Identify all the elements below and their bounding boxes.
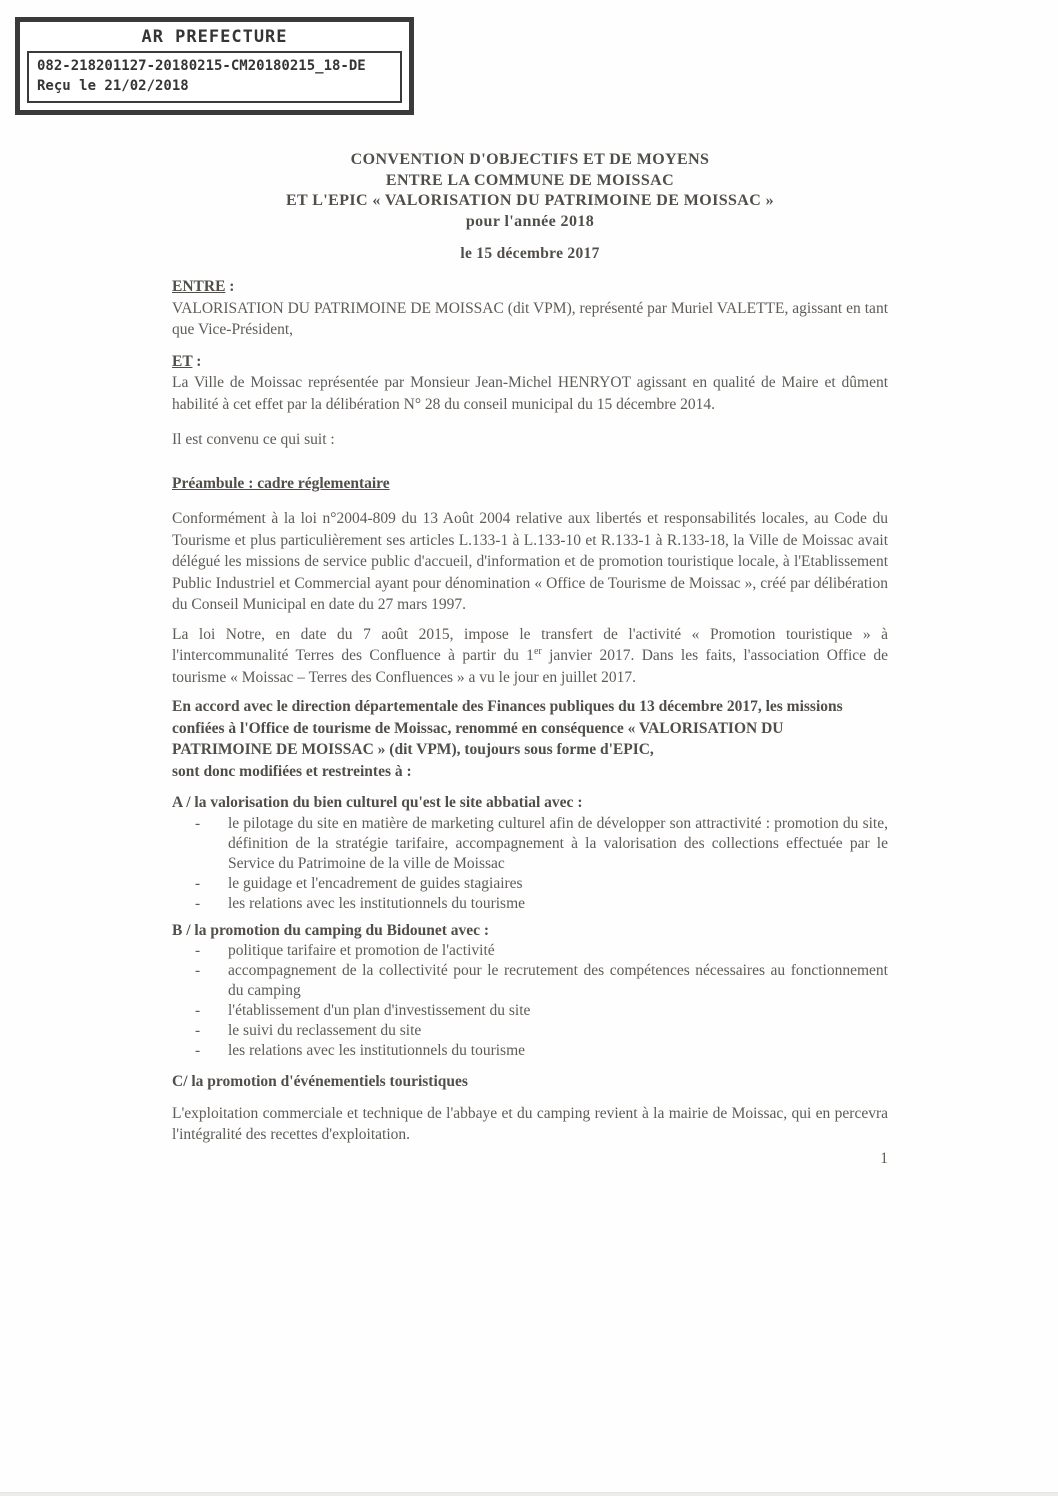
paragraph-2-text-start: La loi Notre, en date du 7 août 2015, impose le transfert de l'activité « Promotion touristique » à l'intercommunalité Terres des Confluence à partir du 1: [172, 625, 888, 664]
paragraph-3-line-1: En accord avec le direction départementale des Finances publiques du 13 décembre 2017, les missions: [172, 698, 843, 715]
prefecture-stamp: [15, 17, 414, 115]
stamp-reference-number: 082-218201127-20180215-CM20180215_18-DE: [37, 58, 366, 74]
paragraph-3-line-4: sont donc modifiées et restreintes à :: [172, 762, 412, 780]
et-colon: :: [192, 352, 202, 370]
bullet-dash-icon: -: [195, 874, 201, 892]
section-a-heading: A / la valorisation du bien culturel qu'est le site abbatial avec :: [172, 794, 583, 811]
title-line-2: ENTRE LA COMMUNE DE MOISSAC: [385, 171, 675, 189]
entre-heading: [172, 276, 888, 298]
list-item: [172, 961, 888, 1001]
paragraph-3-line-2: confiées à l'Office de tourisme de Moissac, renommé en conséquence « VALORISATION DU: [172, 719, 784, 737]
et-party-text: La Ville de Moissac représentée par Monsieur Jean-Michel HENRYOT agissant en qualité de Maire et dûment habilité à cet effet par la délibération N° 28 du conseil municipal du 15 décembre 2014.: [172, 374, 888, 413]
section-b-bullet-5: les relations avec les institutionnels du tourisme: [228, 1042, 526, 1059]
stamp-title: AR PREFECTURE: [141, 27, 288, 47]
list-item: [172, 894, 888, 914]
bullet-dash-icon: -: [195, 1002, 201, 1019]
preamble-paragraph-3: [172, 696, 888, 782]
list-item: [172, 1041, 888, 1061]
title-line-3: ET L'EPIC « VALORISATION DU PATRIMOINE DE MOISSAC »: [285, 192, 775, 209]
title-line-4: pour l'année 2018: [465, 212, 595, 230]
document-content: [0, 150, 1058, 1169]
section-a-bullet-2: le guidage et l'encadrement de guides stagiaires: [228, 874, 523, 892]
section-b-bullet-3: l'établissement d'un plan d'investissement du site: [228, 1002, 531, 1019]
bullet-dash-icon: -: [195, 962, 201, 979]
preamble-heading: Préambule : cadre réglementaire: [172, 474, 390, 492]
section-a-bullet-3: les relations avec les institutionnels du tourisme: [228, 894, 526, 912]
bullet-dash-icon: -: [195, 894, 201, 912]
list-item: [172, 814, 888, 874]
preamble-paragraph-1: Conformément à la loi n°2004-809 du 13 Août 2004 relative aux libertés et responsabilités locales, au Code du Tourisme et plus particulièrement ses articles L.133-1 à L.133-10 et R.133-1 à R.133-18, la Ville de Moissac avait délégué les missions de service public d'accueil, d'information et de promotion touristique locale, à l'Etablissement Public Industriel et Commercial ayant pour dénomination « Office de Tourisme de Moissac », créé par délibération du Conseil Municipal en date du 27 mars 1997.: [172, 510, 888, 613]
section-b: [172, 920, 888, 1062]
list-item: [172, 941, 888, 961]
section-b-heading: B / la promotion du camping du Bidounet avec :: [172, 921, 490, 939]
entre-colon: :: [225, 278, 235, 295]
entre-label: ENTRE: [172, 278, 226, 295]
document-date: le 15 décembre 2017: [460, 245, 600, 262]
paragraph-2-text-end: janvier 2017. Dans les faits, l'association Office de tourisme « Moissac – Terres des Confluences » a vu le jour en juillet 2017.: [172, 647, 888, 686]
preamble-paragraph-2: [172, 624, 888, 689]
list-item: [172, 1001, 888, 1021]
stamp-received-date: Reçu le 21/02/2018: [37, 78, 189, 94]
list-item: [172, 1021, 888, 1041]
paragraph-3-line-3: PATRIMOINE DE MOISSAC » (dit VPM), toujours sous forme d'EPIC,: [172, 741, 654, 758]
section-b-bullet-2: accompagnement de la collectivité pour le recrutement des compétences nécessaires au fonctionnement du camping: [228, 962, 888, 999]
title-line-1: CONVENTION D'OBJECTIFS ET DE MOYENS: [350, 151, 710, 168]
closing-paragraph: L'exploitation commerciale et technique de l'abbaye et du camping revient à la mairie de Moissac, qui en percevra l'intégralité des recettes d'exploitation.: [172, 1104, 888, 1143]
section-c-heading: C/ la promotion d'événementiels touristiques: [172, 1073, 468, 1090]
section-c: [172, 1071, 888, 1093]
section-a-bullet-1: le pilotage du site en matière de marketing culturel afin de développer son attractivité : promotion du site, définition de la stratégie tarifaire, accompagnement à la valorisation des collections effectuée par le Service du Patrimoine de la ville de Moissac: [228, 814, 888, 872]
bullet-dash-icon: -: [195, 942, 201, 959]
paragraph-2-superscript: er: [533, 645, 542, 657]
stamp-inner-box: [27, 51, 402, 103]
bullet-dash-icon: -: [195, 1042, 201, 1059]
page-number: 1: [880, 1149, 888, 1167]
bullet-dash-icon: -: [195, 1022, 201, 1039]
agreement-intro: Il est convenu ce qui suit :: [172, 431, 335, 448]
list-item: [172, 874, 888, 894]
section-a: [172, 792, 888, 914]
scan-bottom-edge: [0, 1492, 1058, 1496]
et-label: ET: [172, 352, 193, 370]
bullet-dash-icon: -: [195, 814, 201, 832]
entre-party-text: VALORISATION DU PATRIMOINE DE MOISSAC (dit VPM), représenté par Muriel VALETTE, agissant en tant que Vice-Président,: [172, 299, 888, 338]
et-heading: [172, 351, 888, 373]
section-b-bullet-4: le suivi du reclassement du site: [228, 1022, 422, 1039]
document-title-block: [172, 150, 888, 232]
section-b-bullet-1: politique tarifaire et promotion de l'activité: [228, 942, 495, 959]
